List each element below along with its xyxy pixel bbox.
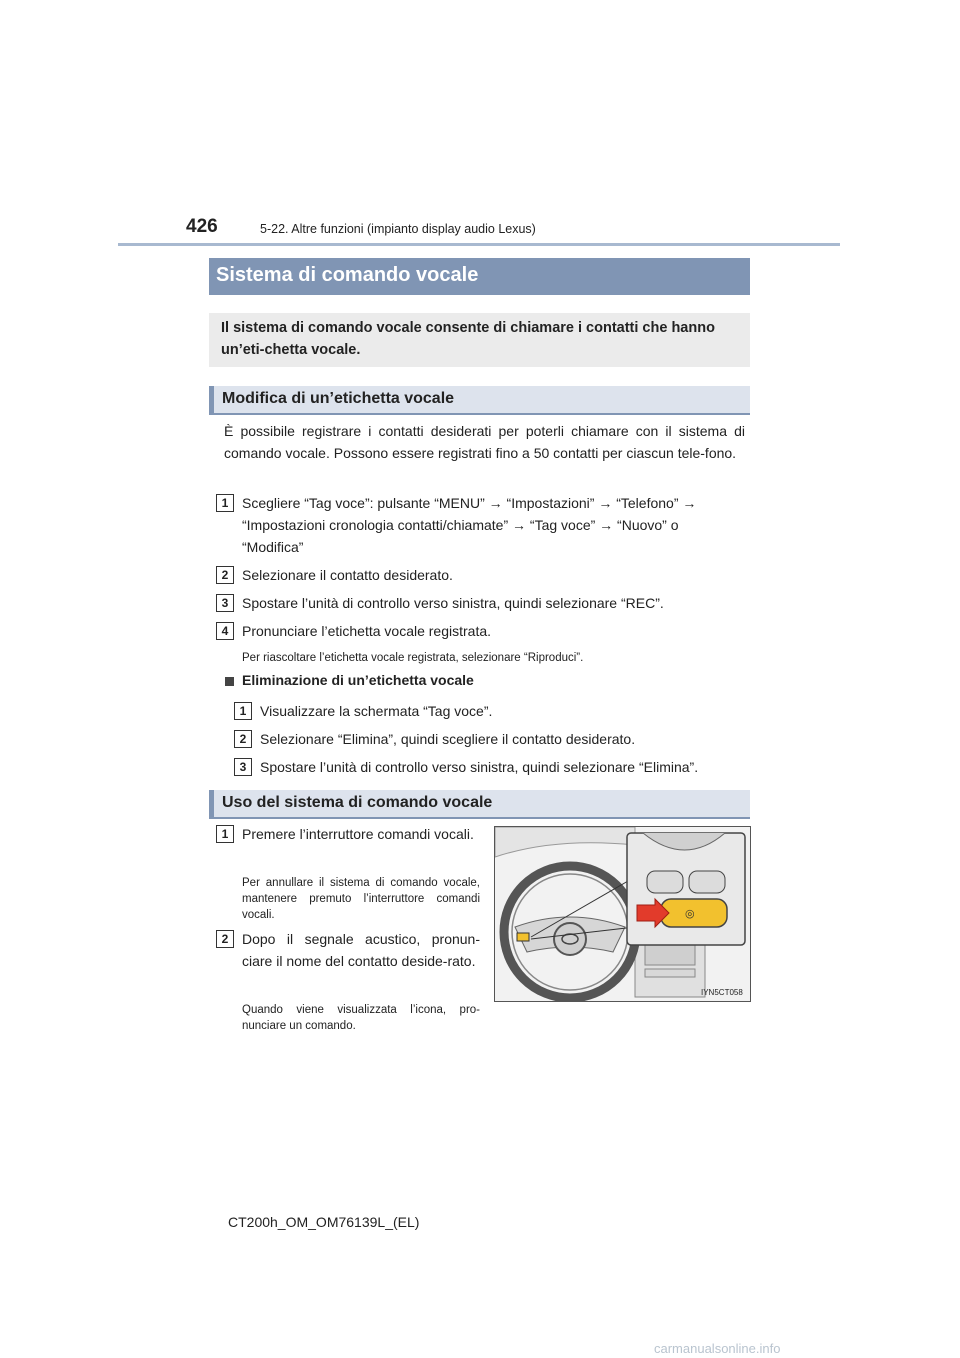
section-title-use-voice-command: Uso del sistema di comando vocale [222, 794, 493, 811]
header-rule [118, 243, 840, 246]
steering-wheel-drawing [495, 827, 750, 1001]
step-note: Per annullare il sistema di comando vocale, mantenere premuto l’interruttore comandi vocali. [242, 877, 480, 921]
step-note: Quando viene visualizzata l’icona, pro-nunciare un comando. [242, 1004, 480, 1032]
intro-text: Il sistema di comando vocale consente di chiamare i contatti che hanno un’eti-chetta vocale. [221, 320, 715, 358]
section-title-edit-voice-tag: Modifica di un’etichetta vocale [222, 390, 455, 407]
step-note: Per riascoltare l’etichetta vocale registrata, selezionare “Riproduci”. [242, 652, 584, 664]
step-number: 2 [216, 930, 234, 948]
footer-code: CT200h_OM_OM76139L_(EL) [228, 1214, 420, 1230]
page-number: 426 [186, 216, 218, 237]
step-text: Pronunciare l’etichetta vocale registrata. [242, 623, 492, 639]
main-title: Sistema di comando vocale [216, 264, 479, 286]
step-text: Spostare l’unità di controllo verso sinistra, quindi selezionare “Elimina”. [260, 759, 699, 775]
subsection-title: Eliminazione di un’etichetta vocale [242, 672, 474, 688]
step-text: Premere l’interruttore comandi vocali. [242, 826, 474, 842]
step-number: 1 [234, 702, 252, 720]
step-number: 2 [234, 730, 252, 748]
steering-wheel-illustration [494, 826, 751, 1002]
step-text: Selezionare il contatto desiderato. [242, 567, 453, 583]
step-text: Spostare l’unità di controllo verso sinistra, quindi selezionare “REC”. [242, 595, 664, 611]
step-number: 4 [216, 622, 234, 640]
step-text: Scegliere “Tag voce”: pulsante “MENU” → “Impostazioni” → “Telefono” → “Impostazioni cronologia contatti/chiamate” → “Tag voce” → “Nuovo” o “Modifica” [242, 495, 697, 555]
watermark: carmanualsonline.info [654, 1341, 781, 1356]
step-number: 1 [216, 825, 234, 843]
step-text: Visualizzare la schermata “Tag voce”. [260, 703, 493, 719]
step-number: 3 [216, 594, 234, 612]
step-text: Selezionare “Elimina”, quindi scegliere il contatto desiderato. [260, 731, 636, 747]
square-bullet-icon [225, 677, 234, 686]
step-number: 3 [234, 758, 252, 776]
step-number: 1 [216, 494, 234, 512]
chapter-heading: 5-22. Altre funzioni (impianto display audio Lexus) [260, 222, 536, 236]
step-text: Dopo il segnale acustico, pronun-ciare il nome del contatto deside-rato. [242, 931, 480, 969]
section1-description: È possibile registrare i contatti desiderati per poterli chiamare con il sistema di comando vocale. Possono essere registrati fino a 50 contatti per ciascun tele-fono. [224, 423, 745, 461]
image-code: IYN5CT058 [701, 988, 743, 997]
step-number: 2 [216, 566, 234, 584]
svg-text:◎: ◎ [685, 907, 695, 920]
